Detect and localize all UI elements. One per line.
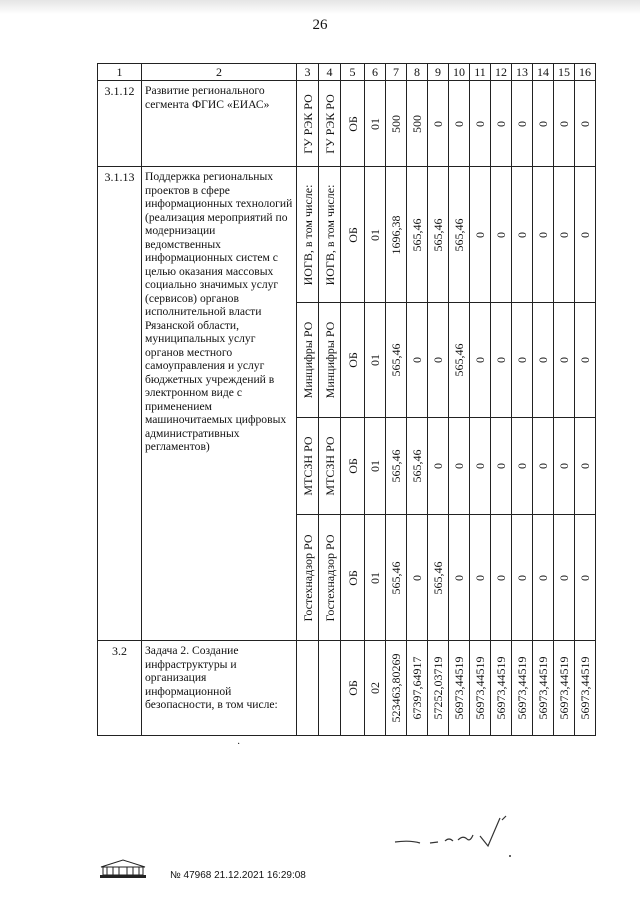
value-cell: 0 [449,515,470,641]
executor-cell: МТСЗН РО [297,418,319,515]
code-cell: 02 [365,641,386,736]
value-cell: 0 [575,515,596,641]
value-cell: 0 [554,303,575,418]
registration-stamp: № 47968 21.12.2021 16:29:08 [170,870,306,881]
page-number: 26 [312,17,328,33]
executor-cell [297,641,319,736]
executor-cell: ГУ РЭК РО [297,81,319,167]
value-cell: 0 [533,418,554,515]
table-row-3-1-13-iogv [98,167,596,303]
value-cell: 56973,44519 [512,641,533,736]
value-cell: 56973,44519 [575,641,596,736]
value-cell: 500 [386,81,407,167]
value-cell: 0 [533,167,554,303]
value-cell: 0 [533,81,554,167]
column-header: 15 [554,64,575,81]
value-cell: 0 [575,418,596,515]
value-cell: 0 [449,418,470,515]
table-row-3-2 [98,641,596,736]
column-header: 12 [491,64,512,81]
row-number: 3.2 [98,641,142,736]
value-cell: 56973,44519 [554,641,575,736]
budget-cell: ОБ [341,81,365,167]
column-header: 1 [98,64,142,81]
value-cell: 0 [491,167,512,303]
column-header: 14 [533,64,554,81]
government-building-icon [97,858,149,880]
value-cell: 523463,80269 [386,641,407,736]
column-header: 4 [319,64,341,81]
column-header: 11 [470,64,491,81]
value-cell: 0 [428,81,449,167]
column-header: 2 [142,64,297,81]
value-cell: 0 [491,418,512,515]
code-cell: 01 [365,418,386,515]
value-cell: 0 [575,81,596,167]
value-cell: 500 [407,81,428,167]
value-cell: 565,46 [407,418,428,515]
value-cell: 0 [491,303,512,418]
value-cell: 0 [407,303,428,418]
row-number: 3.1.12 [98,81,142,167]
value-cell: 0 [449,81,470,167]
code-cell: 01 [365,303,386,418]
value-cell: 56973,44519 [449,641,470,736]
value-cell: 0 [512,303,533,418]
value-cell: 0 [470,303,491,418]
value-cell: 565,46 [449,303,470,418]
program-table [97,63,596,736]
budget-cell: ОБ [341,418,365,515]
executor-cell: ГУ РЭК РО [319,81,341,167]
table-row-3-1-12 [98,81,596,167]
column-header: 8 [407,64,428,81]
executor-cell: Минцифры РО [297,303,319,418]
value-cell: 565,46 [449,167,470,303]
value-cell: 0 [470,515,491,641]
value-cell: 0 [512,81,533,167]
value-cell: 56973,44519 [470,641,491,736]
value-cell: 565,46 [386,418,407,515]
row-description: Задача 2. Создание инфраструктуры и организация информационной безопасности, в том числе: [142,641,297,736]
budget-cell: ОБ [341,303,365,418]
signature [390,810,520,860]
value-cell: 0 [470,418,491,515]
executor-cell: МТСЗН РО [319,418,341,515]
value-cell: 0 [575,303,596,418]
value-cell: 0 [512,167,533,303]
value-cell: 0 [554,515,575,641]
value-cell: 0 [575,167,596,303]
column-header: 5 [341,64,365,81]
column-header: 7 [386,64,407,81]
value-cell: 565,46 [428,167,449,303]
column-header: 10 [449,64,470,81]
value-cell: 0 [428,303,449,418]
column-header: 13 [512,64,533,81]
executor-cell: ИОГВ, в том числе: [297,167,319,303]
row-description: Поддержка региональных проектов в сфере информационных технологий (реализация мероприятий по модернизации ведомственных информационных систем с целью оказания массовых социально значимых услуг (сервисов) органов исполнительной власти Рязанской области, муниципальных услуг органов местного самоуправления и услуг бюджетных учреждений в электронном виде с применением машиночитаемых цифровых административных регламентов) [142,167,297,641]
value-cell: 0 [407,515,428,641]
value-cell: 67397,64917 [407,641,428,736]
column-header: 6 [365,64,386,81]
executor-cell: Гостехнадзор РО [297,515,319,641]
value-cell: 0 [554,167,575,303]
value-cell: 0 [491,515,512,641]
value-cell: 0 [533,515,554,641]
value-cell: 0 [470,81,491,167]
code-cell: 01 [365,515,386,641]
column-header: 9 [428,64,449,81]
header-row [98,64,596,81]
value-cell: 565,46 [386,515,407,641]
scan-mark: · [237,739,241,750]
row-number: 3.1.13 [98,167,142,641]
budget-cell: ОБ [341,515,365,641]
value-cell: 0 [533,303,554,418]
budget-cell: ОБ [341,641,365,736]
value-cell: 0 [554,81,575,167]
value-cell: 56973,44519 [533,641,554,736]
value-cell: 56973,44519 [491,641,512,736]
value-cell: 565,46 [386,303,407,418]
scan-edge [0,0,640,14]
budget-cell: ОБ [341,167,365,303]
column-header: 16 [575,64,596,81]
executor-cell: ИОГВ, в том числе: [319,167,341,303]
value-cell: 0 [554,418,575,515]
value-cell: 565,46 [407,167,428,303]
value-cell: 0 [491,81,512,167]
column-header: 3 [297,64,319,81]
value-cell: 0 [428,418,449,515]
value-cell: 1696,38 [386,167,407,303]
value-cell: 0 [512,418,533,515]
code-cell: 01 [365,81,386,167]
code-cell: 01 [365,167,386,303]
value-cell: 0 [512,515,533,641]
executor-cell: Гостехнадзор РО [319,515,341,641]
executor-cell: Минцифры РО [319,303,341,418]
row-description: Развитие регионального сегмента ФГИС «ЕИАС» [142,81,297,167]
value-cell: 565,46 [428,515,449,641]
value-cell: 0 [470,167,491,303]
value-cell: 57252,03719 [428,641,449,736]
executor-cell [319,641,341,736]
